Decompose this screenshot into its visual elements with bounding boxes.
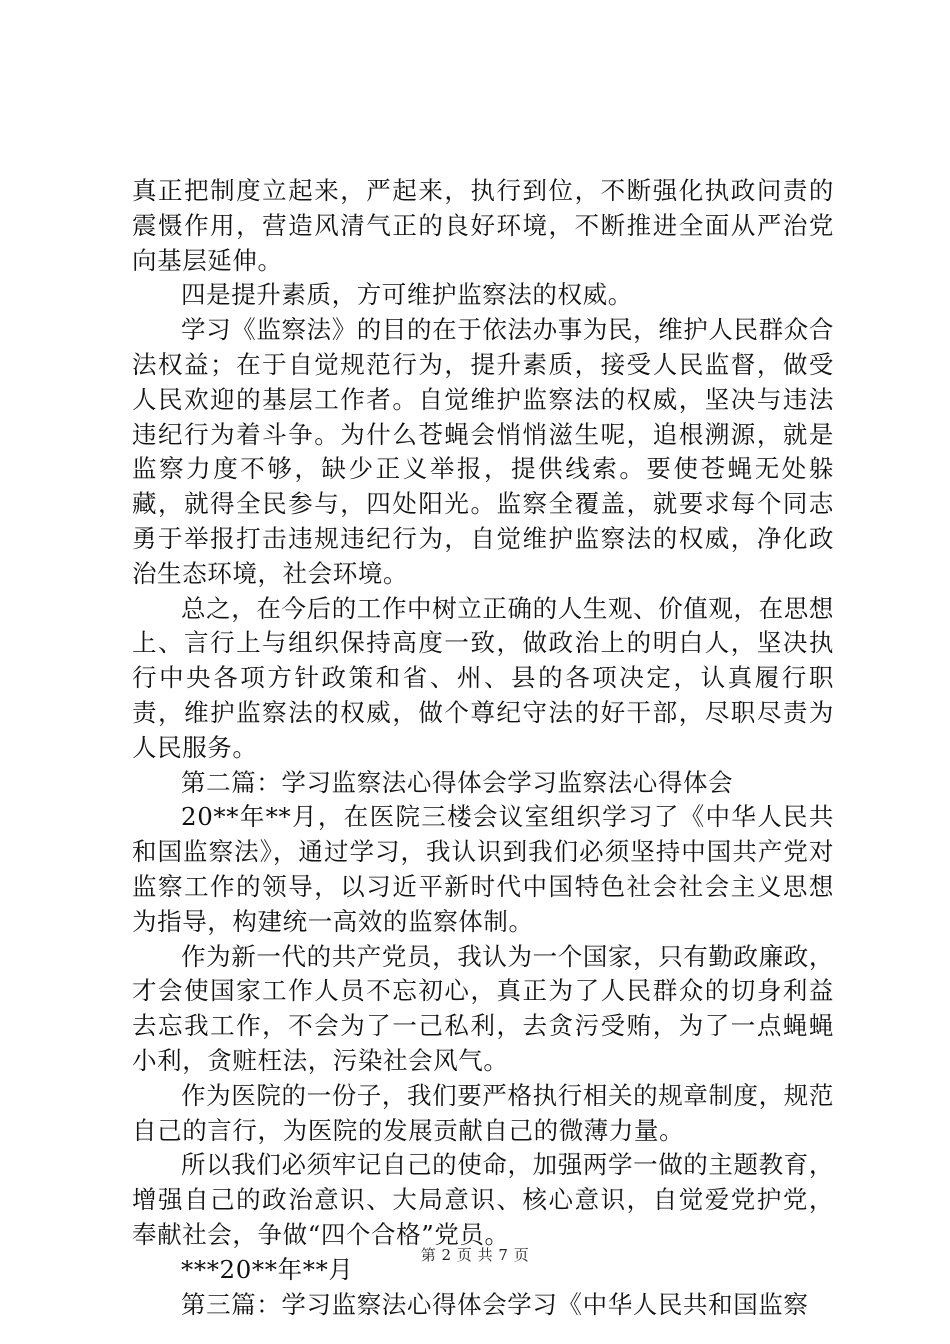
page-number-footer: 第 2 页 共 7 页 (420, 1246, 530, 1264)
paragraph-study-session: 20**年**月，在医院三楼会议室组织学习了《中华人民共和国监察法》，通过学习，我认识到我们必须坚持中国共产党对监察工作的领导，以习近平新时代中国特色社会社会主义思想为指导，构建统一高效的监察体制。 (132, 802, 834, 936)
paragraph-study-purpose: 学习《监察法》的目的在于依法办事为民，维护人民群众合法权益；在于自觉规范行为，提升素质，接受人民监督，做受人民欢迎的基层工作者。自觉维护监察法的权威，坚决与违法违纪行为着斗争。为什么苍蝇会悄悄滋生呢，追根溯源，就是监察力度不够，缺少正义举报，提供线索。要使苍蝇无处躲藏，就得全民参与，四处阳光。监察全覆盖，就要求每个同志勇于举报打击违规违纪行为，自觉维护监察法的权威，净化政治生态环境，社会环境。 (132, 315, 834, 588)
paragraph-hospital-member: 作为医院的一份子，我们要严格执行相关的规章制度，规范自己的言行，为医院的发展贡献自己的微薄力量。 (132, 1080, 834, 1145)
paragraph-party-member: 作为新一代的共产党员，我认为一个国家，只有勤政廉政，才会使国家工作人员不忘初心，真正为了人民群众的切身利益去忘我工作，不会为了一己私利，去贪污受贿，为了一点蝇蝇小利，贪赃枉法，污染社会风气。 (132, 941, 834, 1075)
section-heading-part-three: 第三篇：学习监察法心得体会学习《中华人民共和国监察 (181, 1289, 809, 1319)
signature-date: ***20**年**月 (181, 1254, 354, 1284)
section-heading-part-two: 第二篇：学习监察法心得体会学习监察法心得体会 (181, 767, 734, 797)
paragraph-point-four: 四是提升素质，方可维护监察法的权威。 (181, 280, 633, 310)
paragraph-continuation: 真正把制度立起来，严起来，执行到位，不断强化执政问责的震慑作用，营造风清气正的良好环境，不断推进全面从严治党向基层延伸。 (132, 176, 834, 275)
paragraph-mission: 所以我们必须牢记自己的使命，加强两学一做的主题教育，增强自己的政治意识、大局意识、核心意识，自觉爱党护党，奉献社会，争做“四个合格”党员。 (132, 1150, 834, 1249)
paragraph-conclusion: 总之，在今后的工作中树立正确的人生观、价值观，在思想上、言行上与组织保持高度一致，做政治上的明白人，坚决执行中央各项方针政策和省、州、县的各项决定，认真履行职责，维护监察法的权威，做个尊纪守法的好干部，尽职尽责为人民服务。 (132, 593, 834, 762)
document-body (132, 174, 834, 1322)
